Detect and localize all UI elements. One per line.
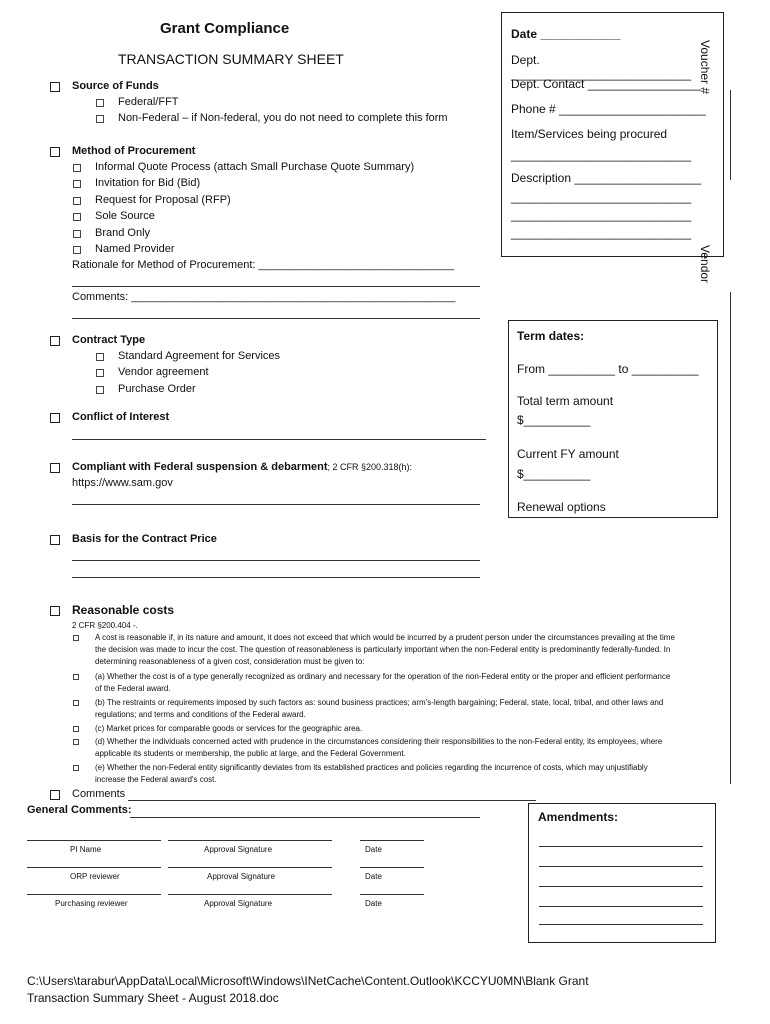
file-path-line2: Transaction Summary Sheet - August 2018.doc: [27, 991, 279, 1005]
method-option: Request for Proposal (RFP): [95, 194, 231, 206]
sam-link[interactable]: https://www.sam.gov: [72, 477, 173, 489]
conflict-label: Conflict of Interest: [72, 411, 170, 423]
reasonable-comments-line[interactable]: [128, 800, 536, 801]
suspension-text: Compliant with Federal suspension & debarment: [72, 461, 328, 473]
reasonable-item: (a) Whether the cost is of a type generally recognized as ordinary and necessary for the operation of the non-Federal entity or the proper and efficient performance of the Federal award.: [95, 672, 671, 693]
form-title: Grant Compliance: [160, 20, 290, 37]
rationale-field[interactable]: Rationale for Method of Procurement: ________________________________: [72, 259, 455, 271]
amendment-line[interactable]: [539, 866, 703, 867]
signature-line[interactable]: [360, 894, 424, 895]
contract-label: Contract Type: [72, 334, 146, 346]
method-option-checkbox[interactable]: [73, 230, 81, 238]
reasonable-item: (b) The restraints or requirements imposed by such factors as: sound business practices; arm's-length bargaining; Federal, state, local, tribal, and other laws and regulations; and terms and conditions of the Federal award.: [95, 698, 664, 719]
date-label: Date: [365, 872, 382, 881]
suspension-cite: ; 2 CFR §200.318(h):: [327, 462, 413, 472]
source-checkbox[interactable]: [50, 82, 60, 92]
amendments-title: Amendments:: [538, 810, 619, 824]
contract-option: Purchase Order: [118, 383, 196, 395]
conflict-line[interactable]: [72, 439, 486, 440]
dept-contact-field[interactable]: Dept. Contact _________________: [511, 77, 702, 91]
source-label: Source of Funds: [72, 80, 159, 92]
contract-option-checkbox[interactable]: [96, 369, 104, 377]
orp-reviewer-label: ORP reviewer: [70, 872, 120, 881]
method-option-checkbox[interactable]: [73, 180, 81, 188]
general-comments-line[interactable]: [130, 817, 480, 818]
items-label: Item/Services being procured: [511, 127, 668, 141]
term-title: Term dates:: [517, 329, 585, 343]
method-checkbox[interactable]: [50, 147, 60, 157]
method-option-checkbox[interactable]: [73, 197, 81, 205]
comments-field[interactable]: Comments: _____________________________________________________: [72, 291, 456, 303]
method-option: Sole Source: [95, 210, 155, 222]
date-label: Date: [365, 899, 382, 908]
current-fy-label: Current FY amount: [517, 447, 619, 461]
total-term-label: Total term amount: [517, 394, 614, 408]
reasonable-item: (c) Market prices for comparable goods or services for the geographic area.: [95, 724, 363, 733]
date-label: Date: [365, 845, 382, 854]
dept-field[interactable]: Dept. ___________________________: [511, 53, 692, 81]
basis-checkbox[interactable]: [50, 535, 60, 545]
reasonable-comments-checkbox[interactable]: [50, 790, 60, 800]
signature-line[interactable]: [27, 867, 161, 868]
signature-line[interactable]: [168, 867, 332, 868]
reasonable-item: A cost is reasonable if, in its nature and amount, it does not exceed that which would be incurred by a prudent person under the circumstances prevailing at the time the decision was made to incur the cost. The question of reasonableness is particularly important when the non-Federal entity is predominantly federally-funded. In determining reasonableness of a given cost, consideration must be given to:: [95, 633, 675, 666]
amendment-line[interactable]: [539, 906, 703, 907]
signature-line[interactable]: [360, 840, 424, 841]
general-comments-label: General Comments:: [27, 804, 132, 816]
method-option-checkbox[interactable]: [73, 164, 81, 172]
federal-checkbox[interactable]: [96, 99, 104, 107]
voucher-line[interactable]: [730, 90, 731, 180]
reasonable-item-checkbox[interactable]: [73, 726, 79, 732]
signature-line[interactable]: [27, 840, 161, 841]
term-from-to[interactable]: From __________ to __________: [517, 362, 699, 376]
reasonable-item-checkbox[interactable]: [73, 700, 79, 706]
phone-field[interactable]: Phone # ______________________: [511, 102, 706, 116]
contract-option-checkbox[interactable]: [96, 386, 104, 394]
method-option: Brand Only: [95, 227, 151, 239]
contract-option: Standard Agreement for Services: [118, 350, 281, 362]
method-label: Method of Procurement: [72, 145, 196, 157]
term-box: [508, 320, 718, 518]
nonfederal-option: Non-Federal – if Non-federal, you do not need to complete this form: [118, 112, 448, 124]
signature-line[interactable]: [168, 894, 332, 895]
vendor-label: Vendor: [698, 245, 712, 284]
suspension-line[interactable]: [72, 504, 480, 505]
renewal-label: Renewal options: [517, 500, 606, 514]
vendor-line[interactable]: [730, 292, 731, 784]
approval-signature-label: Approval Signature: [204, 899, 273, 908]
reasonable-item-checkbox[interactable]: [73, 674, 79, 680]
approval-signature-label: Approval Signature: [204, 845, 273, 854]
reasonable-item: (d) Whether the individuals concerned acted with prudence in the circumstances considering their responsibilities to the non-Federal entity, its employees, where applicable its students or membership, the public at large, and the Federal Government.: [95, 737, 663, 758]
signature-line[interactable]: [360, 867, 424, 868]
comments-line[interactable]: [72, 318, 480, 319]
reasonable-item-checkbox[interactable]: [73, 739, 79, 745]
purchasing-reviewer-label: Purchasing reviewer: [55, 899, 128, 908]
signature-line[interactable]: [168, 840, 332, 841]
current-fy-value[interactable]: $__________: [517, 467, 591, 481]
contract-option: Vendor agreement: [118, 366, 209, 378]
method-option-checkbox[interactable]: [73, 246, 81, 254]
federal-option: Federal/FFT: [118, 96, 179, 108]
method-option: Informal Quote Process (attach Small Purchase Quote Summary): [95, 161, 415, 173]
signature-line[interactable]: [27, 894, 161, 895]
reasonable-item-checkbox[interactable]: [73, 765, 79, 771]
voucher-label: Voucher #: [698, 40, 712, 95]
suspension-label: [72, 461, 412, 473]
approval-signature-label: Approval Signature: [207, 872, 276, 881]
nonfederal-checkbox[interactable]: [96, 115, 104, 123]
suspension-checkbox[interactable]: [50, 463, 60, 473]
info-box: [501, 12, 724, 257]
reasonable-item: (e) Whether the non-Federal entity significantly deviates from its established practices and policies regarding the incurrence of costs, which may unjustifiably increase the Federal award's cost.: [95, 763, 648, 784]
reasonable-item-checkbox[interactable]: [73, 635, 79, 641]
form-subtitle: TRANSACTION SUMMARY SHEET: [118, 51, 344, 67]
file-path-line1: C:\Users\tarabur\AppData\Local\Microsoft\Windows\INetCache\Content.Outlook\KCCYU0MN\Blank Grant: [27, 974, 589, 988]
description-field[interactable]: Description ___________________: [511, 171, 702, 185]
description-line[interactable]: ___________________________: [511, 208, 692, 222]
method-option: Invitation for Bid (Bid): [95, 177, 201, 189]
reasonable-comments-label: Comments: [72, 788, 126, 800]
amendment-line[interactable]: [539, 846, 703, 847]
amendment-line[interactable]: [539, 924, 703, 925]
rationale-line[interactable]: [72, 286, 480, 287]
reasonable-checkbox[interactable]: [50, 606, 60, 616]
date-field[interactable]: Date ____________: [511, 27, 621, 41]
basis-line[interactable]: [72, 560, 480, 561]
method-option-checkbox[interactable]: [73, 213, 81, 221]
description-line[interactable]: ___________________________: [511, 226, 692, 240]
amendments-box: [528, 803, 716, 943]
contract-option-checkbox[interactable]: [96, 353, 104, 361]
basis-label: Basis for the Contract Price: [72, 533, 217, 545]
contract-checkbox[interactable]: [50, 336, 60, 346]
reasonable-label: Reasonable costs: [72, 603, 175, 617]
method-option: Named Provider: [95, 243, 175, 255]
conflict-checkbox[interactable]: [50, 413, 60, 423]
items-line[interactable]: ___________________________: [511, 148, 692, 162]
basis-line[interactable]: [72, 577, 480, 578]
total-term-value[interactable]: $__________: [517, 413, 591, 427]
pi-name-label: PI Name: [70, 845, 102, 854]
description-line[interactable]: ___________________________: [511, 190, 692, 204]
amendment-line[interactable]: [539, 886, 703, 887]
reasonable-cite: 2 CFR §200.404 -.: [72, 621, 138, 630]
